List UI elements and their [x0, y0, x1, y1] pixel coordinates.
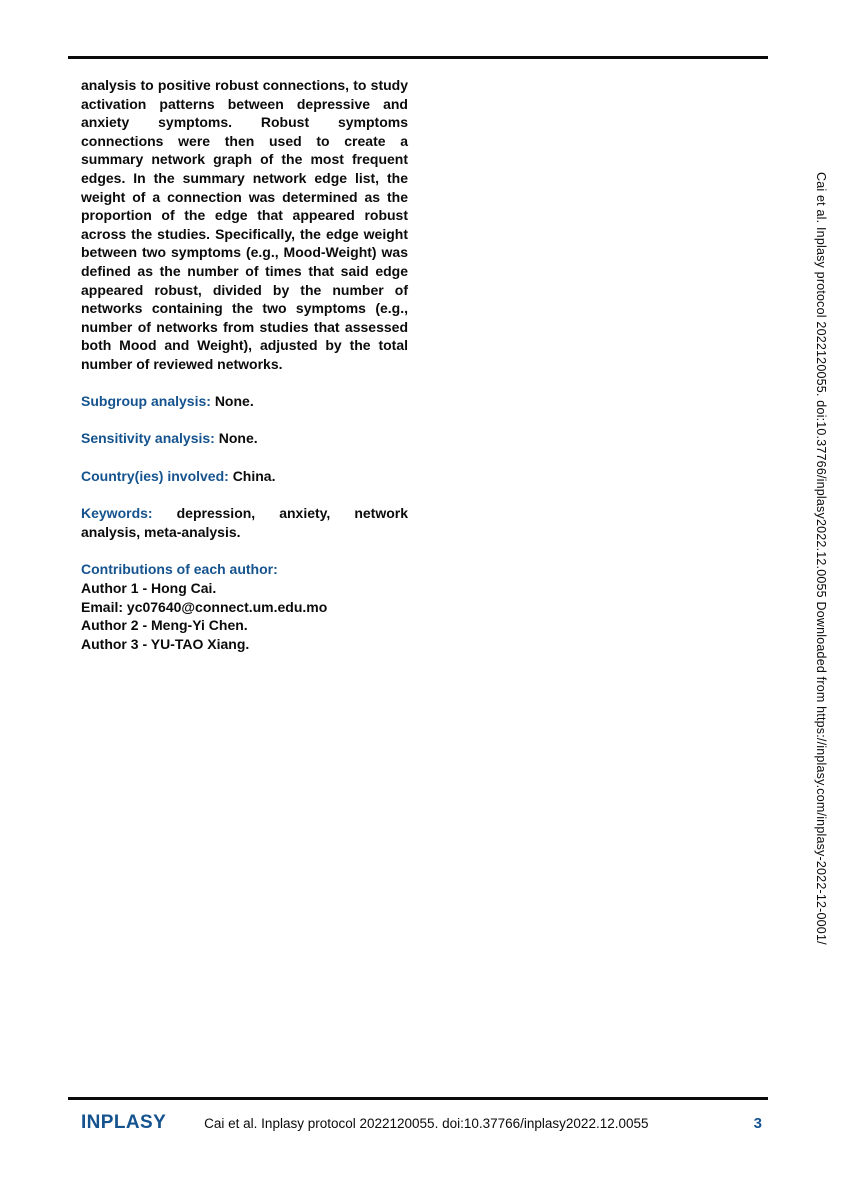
sensitivity-analysis-label: Sensitivity analysis: — [81, 430, 215, 447]
sensitivity-analysis-value: None. — [218, 430, 258, 447]
top-horizontal-rule — [68, 56, 768, 59]
keywords-label: Keywords: — [81, 505, 153, 522]
country-involved-label: Country(ies) involved: — [81, 467, 229, 484]
section-sensitivity-analysis — [81, 429, 408, 448]
section-country-involved — [81, 467, 408, 486]
page-number: 3 — [753, 1115, 762, 1132]
contributions-label: Contributions of each author: — [81, 561, 278, 578]
country-involved-value: China. — [232, 467, 276, 484]
footer — [81, 1112, 768, 1134]
footer-citation: Cai et al. Inplasy protocol 2022120055. doi:10.37766/inplasy2022.12.0055 — [204, 1116, 649, 1131]
keywords-value: depression, anxiety, network analysis, meta-analysis. — [81, 505, 409, 540]
contribution-author-3: Author 3 - YU-TAO Xiang. — [81, 635, 250, 652]
inplasy-logo: INPLASY — [81, 1112, 167, 1133]
contribution-author-2: Author 2 - Meng-Yi Chen. — [81, 617, 248, 634]
section-contributions — [81, 560, 408, 653]
subgroup-analysis-value: None. — [214, 392, 254, 409]
section-keywords — [81, 504, 408, 541]
vertical-citation-text: Cai et al. Inplasy protocol 2022120055. doi:10.37766/inplasy2022.12.0055 Downloaded from https://inplasy.com/inplasy-2022-12-0001/ — [814, 172, 828, 945]
contribution-email: Email: yc07640@connect.um.edu.mo — [81, 598, 328, 615]
contribution-author-1: Author 1 - Hong Cai. — [81, 580, 217, 597]
content-column — [81, 76, 408, 653]
section-subgroup-analysis — [81, 392, 408, 411]
subgroup-analysis-label: Subgroup analysis: — [81, 392, 211, 409]
footer-horizontal-rule — [68, 1097, 768, 1100]
body-paragraph: analysis to positive robust connections, to study activation patterns between depressive and anxiety symptoms. Robust symptoms connections were then used to create a summary network graph of the most frequent edges. In the summary network edge list, the weight of a connection was determined as the proportion of the edge that appeared robust across the studies. Specifically, the edge weight between two symptoms (e.g., Mood-Weight) was defined as the number of times that said edge appeared robust, divided by the number of networks containing the two symptoms (e.g., number of networks from studies that assessed both Mood and Weight), adjusted by the total number of reviewed networks. — [81, 77, 408, 372]
